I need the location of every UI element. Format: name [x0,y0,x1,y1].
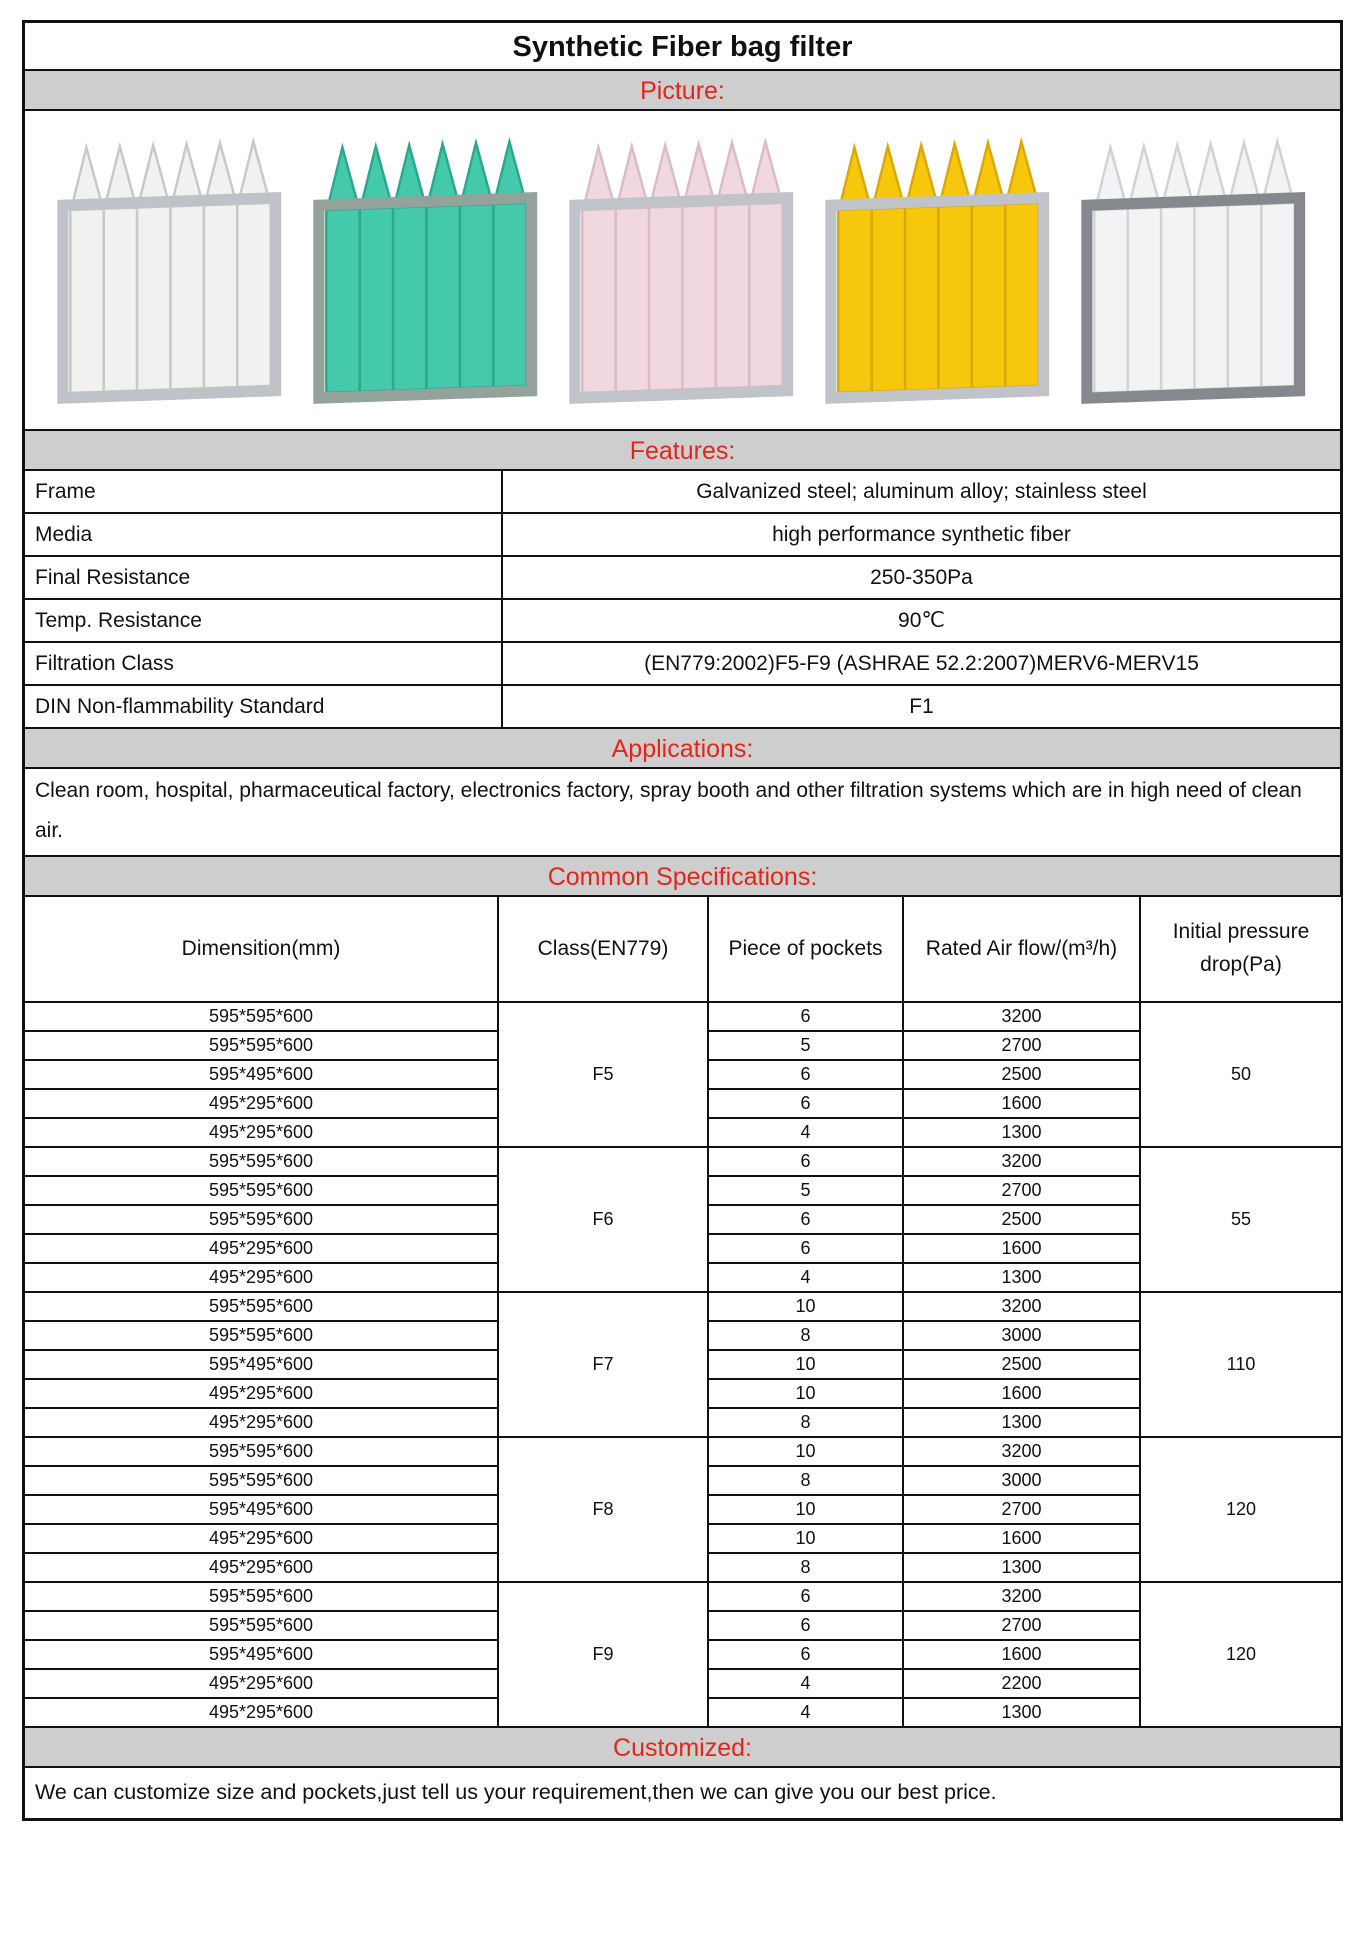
feature-label: Temp. Resistance [25,600,503,641]
airflow-cell: 2700 [903,1031,1140,1060]
airflow-cell: 2700 [903,1611,1140,1640]
feature-label: Final Resistance [25,557,503,598]
dimension-cell: 495*295*600 [25,1379,498,1408]
feature-row [25,643,1340,686]
pocket-body [1194,205,1227,389]
pockets-cell: 10 [708,1350,903,1379]
pocket-body [460,204,493,388]
airflow-cell: 1600 [903,1379,1140,1408]
class-cell: F8 [498,1437,708,1582]
col-header-class: Class(EN779) [498,897,708,1002]
pocket-body [1094,208,1127,392]
pocket-body [905,206,938,390]
col-header-airflow: Rated Air flow/(m³/h) [903,897,1140,1002]
pocket-body [204,204,237,388]
airflow-cell: 2700 [903,1495,1140,1524]
pocket-body [393,206,426,390]
airflow-cell: 3000 [903,1466,1140,1495]
airflow-cell: 3200 [903,1437,1140,1466]
white-bag-filter-2-image [1077,127,1312,409]
airflow-cell: 3200 [903,1582,1140,1611]
airflow-cell: 1300 [903,1553,1140,1582]
picture-row [25,111,1340,431]
feature-label: Media [25,514,503,555]
airflow-cell: 1300 [903,1263,1140,1292]
pocket-body [582,208,615,392]
pockets-cell: 8 [708,1408,903,1437]
feature-value: (EN779:2002)F5-F9 (ASHRAE 52.2:2007)MERV6-MERV15 [644,651,1199,675]
pressure-drop-cell: 110 [1140,1292,1341,1437]
pockets-cell: 4 [708,1263,903,1292]
section-header-applications: Applications: [25,729,1340,769]
dimension-cell: 495*295*600 [25,1698,498,1727]
col-header-pressure-drop: Initial pressure drop(Pa) [1140,897,1341,1002]
yellow-bag-filter-image [821,127,1056,414]
dimension-cell: 495*295*600 [25,1234,498,1263]
dimension-cell: 495*295*600 [25,1669,498,1698]
pink-bag-filter-image [565,127,800,414]
dimension-cell: 595*595*600 [25,1582,498,1611]
airflow-cell: 2500 [903,1350,1140,1379]
dimension-cell: 495*295*600 [25,1263,498,1292]
pockets-cell: 6 [708,1147,903,1176]
pockets-cell: 10 [708,1524,903,1553]
dimension-cell: 595*595*600 [25,1437,498,1466]
feature-value: 250-350Pa [870,565,973,589]
class-cell: F5 [498,1002,708,1147]
pocket-body [938,205,971,389]
pressure-drop-cell: 120 [1140,1582,1341,1727]
pocket-body [1127,207,1160,391]
pink-bag-filter-image [565,127,800,409]
pockets-cell: 6 [708,1089,903,1118]
pocket-body [749,202,782,386]
spec-header-row [25,897,1341,1002]
pocket-body [616,207,649,391]
customized-text: We can customize size and pockets,just tell us your requirement,then we can give you our best price. [35,1780,997,1804]
section-header-features: Features: [25,431,1340,471]
airflow-cell: 1300 [903,1408,1140,1437]
pockets-cell: 10 [708,1437,903,1466]
yellow-bag-filter-image [821,127,1056,409]
green-bag-filter-image [309,127,544,414]
pockets-cell: 5 [708,1176,903,1205]
dimension-cell: 595*495*600 [25,1060,498,1089]
dimension-cell: 495*295*600 [25,1408,498,1437]
feature-value: high performance synthetic fiber [772,522,1071,546]
dimension-cell: 595*495*600 [25,1495,498,1524]
section-header-customized: Customized: [25,1728,1340,1768]
pockets-cell: 6 [708,1611,903,1640]
pocket-body [238,202,271,386]
airflow-cell: 3200 [903,1002,1140,1031]
dimension-cell: 595*495*600 [25,1350,498,1379]
pocket-body [972,204,1005,388]
feature-row [25,557,1340,600]
pocket-body [716,204,749,388]
spec-row [25,1582,1341,1611]
feature-label: Filtration Class [25,643,503,684]
dimension-cell: 495*295*600 [25,1553,498,1582]
airflow-cell: 3000 [903,1321,1140,1350]
dimension-cell: 595*595*600 [25,1002,498,1031]
feature-label: Frame [25,471,503,512]
pocket-body [171,205,204,389]
spec-row [25,1002,1341,1031]
airflow-cell: 2200 [903,1669,1140,1698]
white-bag-filter-image [53,127,288,414]
spec-table [25,897,1341,1728]
applications-text: Clean room, hospital, pharmaceutical factory, electronics factory, spray booth and other filtration systems which are in high need of clean air. [25,769,1340,857]
dimension-cell: 595*495*600 [25,1640,498,1669]
pocket-body [427,205,460,389]
features-table [25,471,1340,729]
spec-row [25,1147,1341,1176]
page-title: Synthetic Fiber bag filter [25,23,1340,71]
pocket-body [1261,202,1294,386]
pockets-cell: 6 [708,1002,903,1031]
pressure-drop-cell: 120 [1140,1437,1341,1582]
airflow-cell: 3200 [903,1292,1140,1321]
spec-sheet-document [22,20,1343,1821]
airflow-cell: 1600 [903,1089,1140,1118]
pockets-cell: 8 [708,1553,903,1582]
pockets-cell: 4 [708,1118,903,1147]
pocket-body [1005,202,1038,386]
dimension-cell: 595*595*600 [25,1611,498,1640]
pockets-cell: 6 [708,1205,903,1234]
pocket-body [137,206,170,390]
pocket-body [649,206,682,390]
dimension-cell: 495*295*600 [25,1118,498,1147]
col-header-dimension: Dimensition(mm) [25,897,498,1002]
feature-value: 90℃ [898,609,945,632]
class-cell: F9 [498,1582,708,1727]
dimension-cell: 595*595*600 [25,1321,498,1350]
col-header-pockets: Piece of pockets [708,897,903,1002]
dimension-cell: 595*595*600 [25,1205,498,1234]
airflow-cell: 3200 [903,1147,1140,1176]
pockets-cell: 10 [708,1495,903,1524]
pocket-body [682,205,715,389]
feature-row [25,686,1340,729]
feature-value: Galvanized steel; aluminum alloy; stainless steel [696,479,1147,503]
class-cell: F7 [498,1292,708,1437]
airflow-cell: 1300 [903,1698,1140,1727]
feature-row [25,471,1340,514]
airflow-cell: 1600 [903,1640,1140,1669]
class-cell: F6 [498,1147,708,1292]
pressure-drop-cell: 50 [1140,1002,1341,1147]
airflow-cell: 2500 [903,1060,1140,1089]
section-header-picture: Picture: [25,71,1340,111]
pocket-body [493,202,526,386]
feature-value: F1 [909,694,934,718]
section-header-specs: Common Specifications: [25,857,1340,897]
dimension-cell: 595*595*600 [25,1466,498,1495]
pockets-cell: 8 [708,1466,903,1495]
pocket-body [71,208,104,392]
feature-row [25,600,1340,643]
pockets-cell: 6 [708,1234,903,1263]
airflow-cell: 1300 [903,1118,1140,1147]
pocket-body [104,207,137,391]
airflow-cell: 2700 [903,1176,1140,1205]
dimension-cell: 595*595*600 [25,1147,498,1176]
airflow-cell: 1600 [903,1234,1140,1263]
pockets-cell: 4 [708,1698,903,1727]
spec-row [25,1437,1341,1466]
dimension-cell: 595*595*600 [25,1292,498,1321]
feature-row [25,514,1340,557]
pockets-cell: 8 [708,1321,903,1350]
pressure-drop-cell: 55 [1140,1147,1341,1292]
pockets-cell: 4 [708,1669,903,1698]
pocket-body [1161,206,1194,390]
pocket-body [871,207,904,391]
pocket-body [1227,204,1260,388]
pockets-cell: 6 [708,1060,903,1089]
pockets-cell: 10 [708,1379,903,1408]
pockets-cell: 6 [708,1640,903,1669]
airflow-cell: 1600 [903,1524,1140,1553]
dimension-cell: 595*595*600 [25,1176,498,1205]
dimension-cell: 495*295*600 [25,1089,498,1118]
airflow-cell: 2500 [903,1205,1140,1234]
feature-label: DIN Non-flammability Standard [25,686,503,727]
pocket-body [327,208,360,392]
pockets-cell: 10 [708,1292,903,1321]
pockets-cell: 5 [708,1031,903,1060]
dimension-cell: 595*595*600 [25,1031,498,1060]
dimension-cell: 495*295*600 [25,1524,498,1553]
pocket-body [838,208,871,392]
green-bag-filter-image [309,127,544,409]
spec-table-body [25,1002,1341,1727]
white-bag-filter-image [53,127,288,409]
white-bag-filter-2-image [1077,127,1312,414]
pockets-cell: 6 [708,1582,903,1611]
spec-row [25,1292,1341,1321]
pocket-body [360,207,393,391]
